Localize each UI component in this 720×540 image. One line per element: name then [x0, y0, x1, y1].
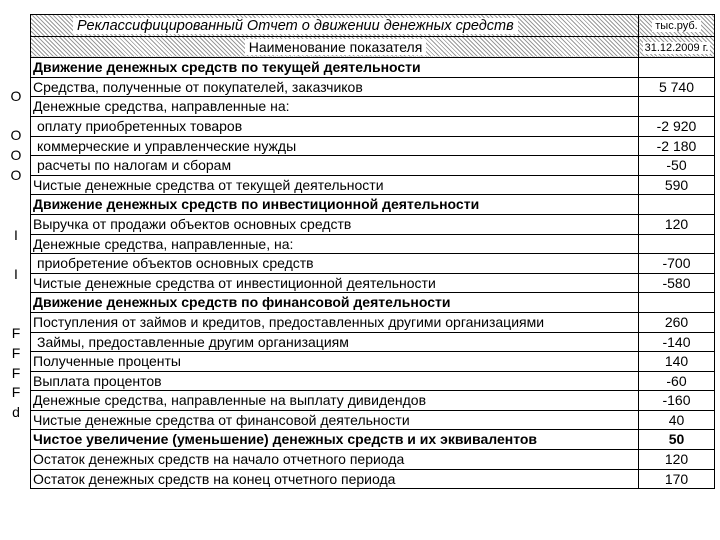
- title-row: [31, 15, 715, 37]
- row-value: 120: [639, 214, 715, 234]
- row-marker: O: [10, 127, 22, 143]
- column-header-row: [31, 36, 715, 58]
- table-row: [31, 273, 715, 293]
- table-row: [31, 293, 715, 313]
- table-row: [31, 312, 715, 332]
- section-heading-operating: Движение денежных средств по текущей деятельности: [31, 58, 639, 78]
- table-row: [31, 391, 715, 411]
- row-label: Чистые денежные средства от текущей деятельности: [31, 175, 639, 195]
- row-label: коммерческие и управленческие нужды: [31, 136, 639, 156]
- table-row: [31, 430, 715, 450]
- row-value: [639, 58, 715, 78]
- row-marker: F: [11, 325, 21, 341]
- table-row: [31, 156, 715, 176]
- row-value: 5 740: [639, 77, 715, 97]
- row-marker: O: [10, 167, 22, 183]
- cash-flow-report-table: [30, 14, 715, 489]
- row-label: Денежные средства, направленные на:: [31, 97, 639, 117]
- row-marker: d: [12, 404, 20, 420]
- row-value: 170: [639, 469, 715, 489]
- table-row: [31, 410, 715, 430]
- table-row: [31, 116, 715, 136]
- row-value: -140: [639, 332, 715, 352]
- table-row: [31, 469, 715, 489]
- date-header: 31.12.2009 г.: [644, 41, 709, 54]
- table-row: [31, 136, 715, 156]
- table-row: [31, 175, 715, 195]
- row-label: оплату приобретенных товаров: [31, 116, 639, 136]
- row-marker: F: [11, 345, 21, 361]
- row-label: Чистые денежные средства от финансовой деятельности: [31, 410, 639, 430]
- net-change-label: Чистое увеличение (уменьшение) денежных средств и их эквивалентов: [31, 430, 639, 450]
- row-value: -160: [639, 391, 715, 411]
- table-row: [31, 450, 715, 470]
- row-marker: F: [11, 384, 21, 400]
- row-label: Чистые денежные средства от инвестиционной деятельности: [31, 273, 639, 293]
- column-header: Наименование показателя: [245, 39, 427, 55]
- row-value: -700: [639, 254, 715, 274]
- row-label: приобретение объектов основных средств: [31, 254, 639, 274]
- row-label: Выручка от продажи объектов основных средств: [31, 214, 639, 234]
- row-label: Остаток денежных средств на начало отчетного периода: [31, 450, 639, 470]
- table-row: [31, 234, 715, 254]
- section-heading-investing: Движение денежных средств по инвестиционной деятельности: [31, 195, 639, 215]
- table-row: [31, 214, 715, 234]
- table-row: [31, 332, 715, 352]
- row-value: [639, 234, 715, 254]
- table-row: [31, 77, 715, 97]
- table-row: [31, 58, 715, 78]
- row-value: [639, 97, 715, 117]
- row-label: Выплата процентов: [31, 371, 639, 391]
- report-title: Реклассифицированный Отчет о движении денежных средств: [73, 18, 518, 34]
- row-value: -50: [639, 156, 715, 176]
- table-row: [31, 352, 715, 372]
- row-marker: O: [10, 147, 22, 163]
- table-row: [31, 195, 715, 215]
- row-value: [639, 293, 715, 313]
- row-label: Остаток денежных средств на конец отчетного периода: [31, 469, 639, 489]
- row-label: Денежные средства, направленные, на:: [31, 234, 639, 254]
- column-header-cell: [31, 36, 639, 58]
- row-value: -60: [639, 371, 715, 391]
- report-title-cell: [31, 15, 639, 37]
- row-value: -2 180: [639, 136, 715, 156]
- row-label: Полученные проценты: [31, 352, 639, 372]
- row-label: Средства, полученные от покупателей, заказчиков: [31, 77, 639, 97]
- row-value: [639, 195, 715, 215]
- row-label: расчеты по налогам и сборам: [31, 156, 639, 176]
- table-row: [31, 97, 715, 117]
- net-change-value: 50: [639, 430, 715, 450]
- date-cell: [639, 36, 715, 58]
- row-value: 120: [639, 450, 715, 470]
- row-value: -580: [639, 273, 715, 293]
- row-label: Денежные средства, направленные на выплату дивидендов: [31, 391, 639, 411]
- unit-label: тыс.руб.: [652, 20, 700, 32]
- table-row: [31, 371, 715, 391]
- row-marker: I: [14, 266, 18, 282]
- row-value: -2 920: [639, 116, 715, 136]
- row-value: 590: [639, 175, 715, 195]
- section-heading-financing: Движение денежных средств по финансовой деятельности: [31, 293, 639, 313]
- row-value: 260: [639, 312, 715, 332]
- table-row: [31, 254, 715, 274]
- row-value: 40: [639, 410, 715, 430]
- row-label: Займы, предоставленные другим организациям: [31, 332, 639, 352]
- row-marker: O: [10, 88, 22, 104]
- unit-cell: [639, 15, 715, 37]
- row-marker: I: [14, 227, 18, 243]
- row-value: 140: [639, 352, 715, 372]
- row-marker: F: [11, 365, 21, 381]
- row-label: Поступления от займов и кредитов, предоставленных другими организациями: [31, 312, 639, 332]
